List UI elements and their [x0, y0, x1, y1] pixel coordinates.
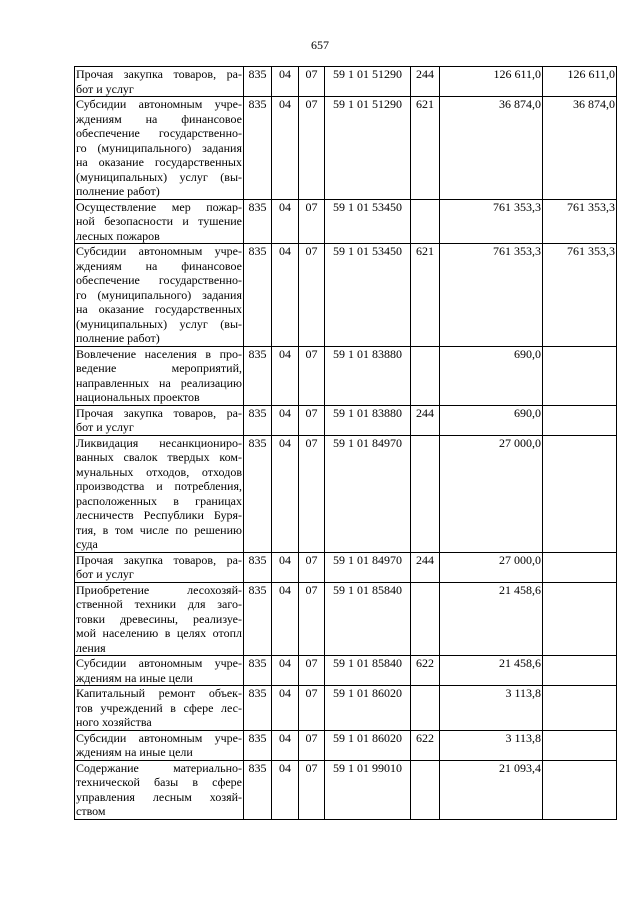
section-code-cell: 04 [272, 405, 299, 435]
row-name-line: Вовлечение населения в про- [76, 346, 242, 361]
table-row [75, 67, 617, 97]
ministry-code-cell: 835 [244, 67, 272, 97]
ministry-code-cell: 835 [244, 686, 272, 731]
row-name-line: Содержание материально- [76, 760, 242, 775]
row-name-line: Осуществление мер пожар- [76, 199, 242, 214]
row-name-line: полнение работ) [76, 184, 160, 198]
row-name-line: лесничеств Республики Буря- [76, 508, 242, 522]
row-name-line: (муниципальных) услуг (вы- [76, 316, 242, 331]
row-name-line: на оказание государственных [76, 302, 242, 316]
amount-1-cell: 690,0 [440, 405, 543, 435]
amount-2-cell [543, 730, 617, 760]
row-name-line: Прочая закупка товаров, ра- [76, 552, 242, 567]
subsection-code-cell: 07 [299, 346, 325, 405]
row-name-line: ной безопасности и тушение [76, 214, 242, 228]
target-article-cell: 59 1 01 85840 [325, 656, 411, 686]
row-name-cell [75, 760, 244, 819]
target-article-cell: 59 1 01 99010 [325, 760, 411, 819]
row-name-cell [75, 686, 244, 731]
row-name-line: производства и потребления, [76, 479, 242, 493]
section-code-cell: 04 [272, 552, 299, 582]
amount-1-cell: 761 353,3 [440, 244, 543, 347]
table-row [75, 405, 617, 435]
amount-1-cell: 21 458,6 [440, 582, 543, 656]
section-code-cell: 04 [272, 730, 299, 760]
target-article-cell: 59 1 01 83880 [325, 405, 411, 435]
subsection-code-cell: 07 [299, 244, 325, 347]
subsection-code-cell: 07 [299, 730, 325, 760]
row-name-cell [75, 346, 244, 405]
row-name-line: го (муниципального) задания [76, 140, 242, 155]
row-name-line: ственной техники для заго- [76, 597, 242, 611]
row-name-line: ждениям на финансовое [76, 111, 242, 126]
expense-type-cell: 621 [411, 97, 440, 200]
subsection-code-cell: 07 [299, 552, 325, 582]
section-code-cell: 04 [272, 686, 299, 731]
target-article-cell: 59 1 01 51290 [325, 67, 411, 97]
ministry-code-cell: 835 [244, 244, 272, 347]
amount-1-cell: 3 113,8 [440, 686, 543, 731]
amount-2-cell: 761 353,3 [543, 244, 617, 347]
section-code-cell: 04 [272, 435, 299, 552]
section-code-cell: 04 [272, 67, 299, 97]
row-name-line: Капитальный ремонт объек- [76, 686, 242, 700]
ministry-code-cell: 835 [244, 730, 272, 760]
expense-type-cell [411, 686, 440, 731]
row-name-cell [75, 199, 244, 244]
row-name-cell [75, 97, 244, 200]
amount-1-cell: 27 000,0 [440, 435, 543, 552]
section-code-cell: 04 [272, 97, 299, 200]
row-name-line: ведение мероприятий, [76, 361, 242, 375]
subsection-code-cell: 07 [299, 686, 325, 731]
table-row [75, 346, 617, 405]
target-article-cell: 59 1 01 53450 [325, 244, 411, 347]
row-name-cell [75, 67, 244, 97]
row-name-line: Прочая закупка товаров, ра- [76, 405, 242, 420]
amount-2-cell: 761 353,3 [543, 199, 617, 244]
section-code-cell: 04 [272, 199, 299, 244]
row-name-line: Субсидии автономным учре- [76, 656, 242, 670]
subsection-code-cell: 07 [299, 199, 325, 244]
target-article-cell: 59 1 01 53450 [325, 199, 411, 244]
ministry-code-cell: 835 [244, 199, 272, 244]
table-row [75, 686, 617, 731]
ministry-code-cell: 835 [244, 405, 272, 435]
row-name-line: ления [76, 640, 106, 655]
expense-type-cell [411, 199, 440, 244]
amount-2-cell [543, 405, 617, 435]
row-name-cell [75, 405, 244, 435]
table-row [75, 435, 617, 552]
ministry-code-cell: 835 [244, 582, 272, 656]
amount-2-cell [543, 760, 617, 819]
row-name-line: управления лесным хозяй- [76, 789, 242, 804]
section-code-cell: 04 [272, 244, 299, 347]
row-name-line: технической базы в сфере [76, 775, 242, 789]
row-name-line: ванных свалок твердых ком- [76, 450, 242, 464]
section-code-cell: 04 [272, 346, 299, 405]
row-name-line: Приобретение лесохозяй- [76, 582, 242, 597]
amount-2-cell [543, 435, 617, 552]
row-name-cell [75, 656, 244, 686]
table-row [75, 730, 617, 760]
table-row [75, 656, 617, 686]
amount-2-cell: 36 874,0 [543, 97, 617, 200]
target-article-cell: 59 1 01 84970 [325, 552, 411, 582]
ministry-code-cell: 835 [244, 435, 272, 552]
expense-type-cell [411, 582, 440, 656]
target-article-cell: 59 1 01 86020 [325, 730, 411, 760]
budget-table [74, 66, 617, 820]
amount-1-cell: 126 611,0 [440, 67, 543, 97]
row-name-line: ждениям на иные цели [76, 670, 193, 685]
amount-2-cell [543, 686, 617, 731]
amount-2-cell [543, 656, 617, 686]
row-name-line: ством [76, 804, 106, 818]
table-row [75, 552, 617, 582]
row-name-line: тия, в том числе по решению [76, 522, 242, 537]
section-code-cell: 04 [272, 656, 299, 686]
row-name-line: на оказание государственных [76, 155, 242, 169]
row-name-line: полнение работ) [76, 331, 160, 345]
row-name-line: тов учреждений в сфере лес- [76, 700, 242, 715]
subsection-code-cell: 07 [299, 405, 325, 435]
subsection-code-cell: 07 [299, 656, 325, 686]
ministry-code-cell: 835 [244, 656, 272, 686]
target-article-cell: 59 1 01 85840 [325, 582, 411, 656]
row-name-cell [75, 552, 244, 582]
row-name-line: мой населению в целях отопл [76, 626, 242, 640]
table-row [75, 760, 617, 819]
row-name-line: лесных пожаров [76, 228, 160, 243]
expense-type-cell: 244 [411, 67, 440, 97]
row-name-line: Субсидии автономным учре- [76, 730, 242, 745]
section-code-cell: 04 [272, 760, 299, 819]
target-article-cell: 59 1 01 51290 [325, 97, 411, 200]
budget-table-body [75, 67, 617, 820]
row-name-line: бот и услуг [76, 81, 134, 96]
target-article-cell: 59 1 01 86020 [325, 686, 411, 731]
target-article-cell: 59 1 01 83880 [325, 346, 411, 405]
subsection-code-cell: 07 [299, 760, 325, 819]
row-name-line: национальных проектов [76, 390, 200, 404]
row-name-line: ного хозяйства [76, 715, 152, 729]
row-name-line: (муниципальных) услуг (вы- [76, 169, 242, 184]
table-row [75, 244, 617, 347]
row-name-line: обеспечение государственно- [76, 273, 242, 287]
row-name-cell [75, 582, 244, 656]
amount-2-cell [543, 346, 617, 405]
expense-type-cell [411, 346, 440, 405]
expense-type-cell [411, 760, 440, 819]
expense-type-cell: 622 [411, 730, 440, 760]
amount-1-cell: 3 113,8 [440, 730, 543, 760]
row-name-cell [75, 435, 244, 552]
expense-type-cell: 244 [411, 405, 440, 435]
ministry-code-cell: 835 [244, 97, 272, 200]
section-code-cell: 04 [272, 582, 299, 656]
amount-1-cell: 761 353,3 [440, 199, 543, 244]
subsection-code-cell: 07 [299, 435, 325, 552]
page-number: 657 [311, 38, 329, 52]
row-name-line: мунальных отходов, отходов [76, 464, 242, 479]
row-name-line: направленных на реализацию [76, 375, 242, 390]
row-name-line: товки древесины, реализуе- [76, 611, 242, 626]
row-name-line: бот и услуг [76, 420, 134, 434]
row-name-line: обеспечение государственно- [76, 126, 242, 140]
row-name-line: бот и услуг [76, 567, 134, 581]
subsection-code-cell: 07 [299, 582, 325, 656]
row-name-line: Субсидии автономным учре- [76, 97, 242, 111]
expense-type-cell [411, 435, 440, 552]
amount-1-cell: 36 874,0 [440, 97, 543, 200]
amount-1-cell: 27 000,0 [440, 552, 543, 582]
row-name-line: ждениям на иные цели [76, 745, 193, 759]
amount-1-cell: 21 458,6 [440, 656, 543, 686]
row-name-line: Ликвидация несанкциониро- [76, 435, 242, 450]
table-row [75, 199, 617, 244]
subsection-code-cell: 07 [299, 67, 325, 97]
table-row [75, 582, 617, 656]
target-article-cell: 59 1 01 84970 [325, 435, 411, 552]
subsection-code-cell: 07 [299, 97, 325, 200]
expense-type-cell: 621 [411, 244, 440, 347]
row-name-line: Прочая закупка товаров, ра- [76, 67, 242, 81]
amount-2-cell [543, 552, 617, 582]
amount-2-cell [543, 582, 617, 656]
amount-1-cell: 21 093,4 [440, 760, 543, 819]
amount-2-cell: 126 611,0 [543, 67, 617, 97]
amount-1-cell: 690,0 [440, 346, 543, 405]
row-name-line: расположенных в границах [76, 493, 242, 508]
expense-type-cell: 622 [411, 656, 440, 686]
table-row [75, 97, 617, 200]
row-name-cell [75, 244, 244, 347]
row-name-line: го (муниципального) задания [76, 287, 242, 302]
ministry-code-cell: 835 [244, 346, 272, 405]
row-name-line: Субсидии автономным учре- [76, 244, 242, 258]
ministry-code-cell: 835 [244, 760, 272, 819]
ministry-code-cell: 835 [244, 552, 272, 582]
row-name-cell [75, 730, 244, 760]
expense-type-cell: 244 [411, 552, 440, 582]
row-name-line: суда [76, 537, 98, 551]
row-name-line: ждениям на финансовое [76, 258, 242, 273]
